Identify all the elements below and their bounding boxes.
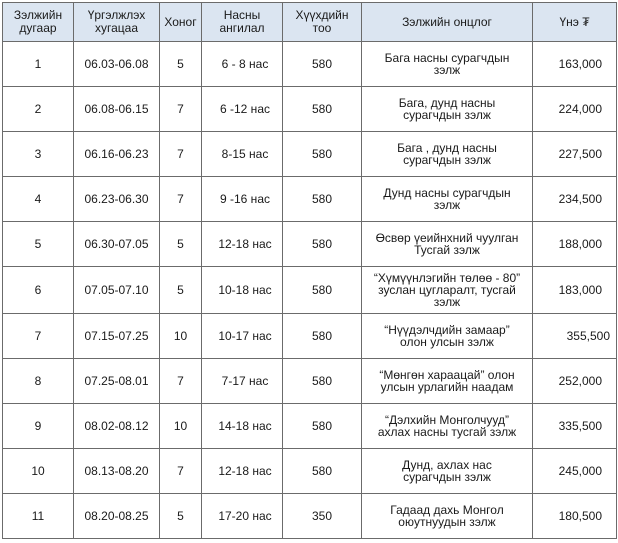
table-row: [3, 314, 617, 359]
cell-camp-number: 2: [3, 87, 74, 132]
cell-camp-number: 6: [3, 267, 74, 314]
cell-price: 252,000: [533, 359, 617, 404]
cell-age-group: 10-17 нас: [202, 314, 283, 359]
cell-age-group: 6 - 8 нас: [202, 42, 283, 87]
cell-price: 234,500: [533, 177, 617, 222]
cell-camp-name: “Дэлхийн Монголчууд” ахлах насны тусгай зэлж: [362, 404, 533, 449]
cell-price: 355,500: [533, 314, 617, 359]
cell-camp-number: 11: [3, 494, 74, 539]
cell-camp-number: 7: [3, 314, 74, 359]
cell-age-group: 10-18 нас: [202, 267, 283, 314]
cell-camp-number: 8: [3, 359, 74, 404]
header-camp-number: Зэлжийн дугаар: [3, 3, 74, 42]
header-camp-name: Зэлжийн онцлог: [362, 3, 533, 42]
table-row: [3, 87, 617, 132]
cell-period: 08.02-08.12: [74, 404, 160, 449]
cell-camp-name: “Мөнгөн хараацай” олон улсын урлагийн наадам: [362, 359, 533, 404]
cell-kids-count: 580: [283, 449, 362, 494]
cell-days: 7: [160, 87, 202, 132]
cell-age-group: 8-15 нас: [202, 132, 283, 177]
cell-kids-count: 580: [283, 87, 362, 132]
cell-days: 7: [160, 449, 202, 494]
cell-period: 07.05-07.10: [74, 267, 160, 314]
cell-price: 335,500: [533, 404, 617, 449]
cell-price: 227,500: [533, 132, 617, 177]
header-days: Хоног: [160, 3, 202, 42]
cell-period: 08.13-08.20: [74, 449, 160, 494]
table-row: [3, 449, 617, 494]
cell-camp-number: 3: [3, 132, 74, 177]
cell-kids-count: 580: [283, 42, 362, 87]
table-row: [3, 267, 617, 314]
cell-price: 183,000: [533, 267, 617, 314]
cell-period: 06.23-06.30: [74, 177, 160, 222]
cell-price: 245,000: [533, 449, 617, 494]
cell-camp-name: Гадаад дахь Монгол оюутнуудын зэлж: [362, 494, 533, 539]
cell-camp-name: “Нүүдэлчдийн замаар” олон улсын зэлж: [362, 314, 533, 359]
table-row: [3, 494, 617, 539]
cell-camp-name: Дунд, ахлах нас сурагчдын зэлж: [362, 449, 533, 494]
cell-camp-name: Өсвөр үеийнхний чуулган Тусгай зэлж: [362, 222, 533, 267]
cell-kids-count: 580: [283, 314, 362, 359]
cell-period: 06.16-06.23: [74, 132, 160, 177]
cell-days: 7: [160, 132, 202, 177]
cell-days: 7: [160, 359, 202, 404]
cell-days: 10: [160, 314, 202, 359]
cell-camp-number: 10: [3, 449, 74, 494]
cell-period: 06.03-06.08: [74, 42, 160, 87]
cell-camp-name: Дунд насны сурагчдын зэлж: [362, 177, 533, 222]
cell-camp-name: Бага, дунд насны сурагчдын зэлж: [362, 87, 533, 132]
header-row: [3, 3, 617, 42]
cell-age-group: 17-20 нас: [202, 494, 283, 539]
cell-days: 5: [160, 494, 202, 539]
cell-age-group: 14-18 нас: [202, 404, 283, 449]
cell-camp-name: Бага , дунд насны сурагчдын зэлж: [362, 132, 533, 177]
cell-days: 5: [160, 222, 202, 267]
cell-period: 06.30-07.05: [74, 222, 160, 267]
cell-kids-count: 350: [283, 494, 362, 539]
cell-kids-count: 580: [283, 222, 362, 267]
cell-camp-number: 4: [3, 177, 74, 222]
cell-kids-count: 580: [283, 404, 362, 449]
cell-period: 07.25-08.01: [74, 359, 160, 404]
cell-days: 5: [160, 267, 202, 314]
cell-period: 07.15-07.25: [74, 314, 160, 359]
cell-price: 224,000: [533, 87, 617, 132]
cell-price: 163,000: [533, 42, 617, 87]
cell-kids-count: 580: [283, 267, 362, 314]
cell-camp-name: Бага насны сурагчдын зэлж: [362, 42, 533, 87]
table-row: [3, 359, 617, 404]
cell-price: 180,500: [533, 494, 617, 539]
table-row: [3, 222, 617, 267]
cell-age-group: 12-18 нас: [202, 222, 283, 267]
table-row: [3, 177, 617, 222]
cell-days: 7: [160, 177, 202, 222]
cell-camp-number: 5: [3, 222, 74, 267]
table-row: [3, 42, 617, 87]
cell-days: 10: [160, 404, 202, 449]
cell-period: 08.20-08.25: [74, 494, 160, 539]
cell-age-group: 9 -16 нас: [202, 177, 283, 222]
cell-kids-count: 580: [283, 177, 362, 222]
cell-age-group: 6 -12 нас: [202, 87, 283, 132]
cell-kids-count: 580: [283, 359, 362, 404]
cell-period: 06.08-06.15: [74, 87, 160, 132]
cell-days: 5: [160, 42, 202, 87]
cell-age-group: 7-17 нас: [202, 359, 283, 404]
cell-age-group: 12-18 нас: [202, 449, 283, 494]
camp-schedule-table: [2, 2, 617, 539]
cell-camp-number: 9: [3, 404, 74, 449]
header-price: Үнэ ₮: [533, 3, 617, 42]
cell-camp-number: 1: [3, 42, 74, 87]
header-age-group: Насны ангилал: [202, 3, 283, 42]
cell-kids-count: 580: [283, 132, 362, 177]
table-row: [3, 404, 617, 449]
cell-price: 188,000: [533, 222, 617, 267]
header-kids-count: Хүүхдийн тоо: [283, 3, 362, 42]
cell-camp-name: “Хүмүүнлэгийн төлөө - 80” зуслан цугларалт, тусгай зэлж: [362, 267, 533, 314]
table-row: [3, 132, 617, 177]
header-period: Үргэлжлэх хугацаа: [74, 3, 160, 42]
